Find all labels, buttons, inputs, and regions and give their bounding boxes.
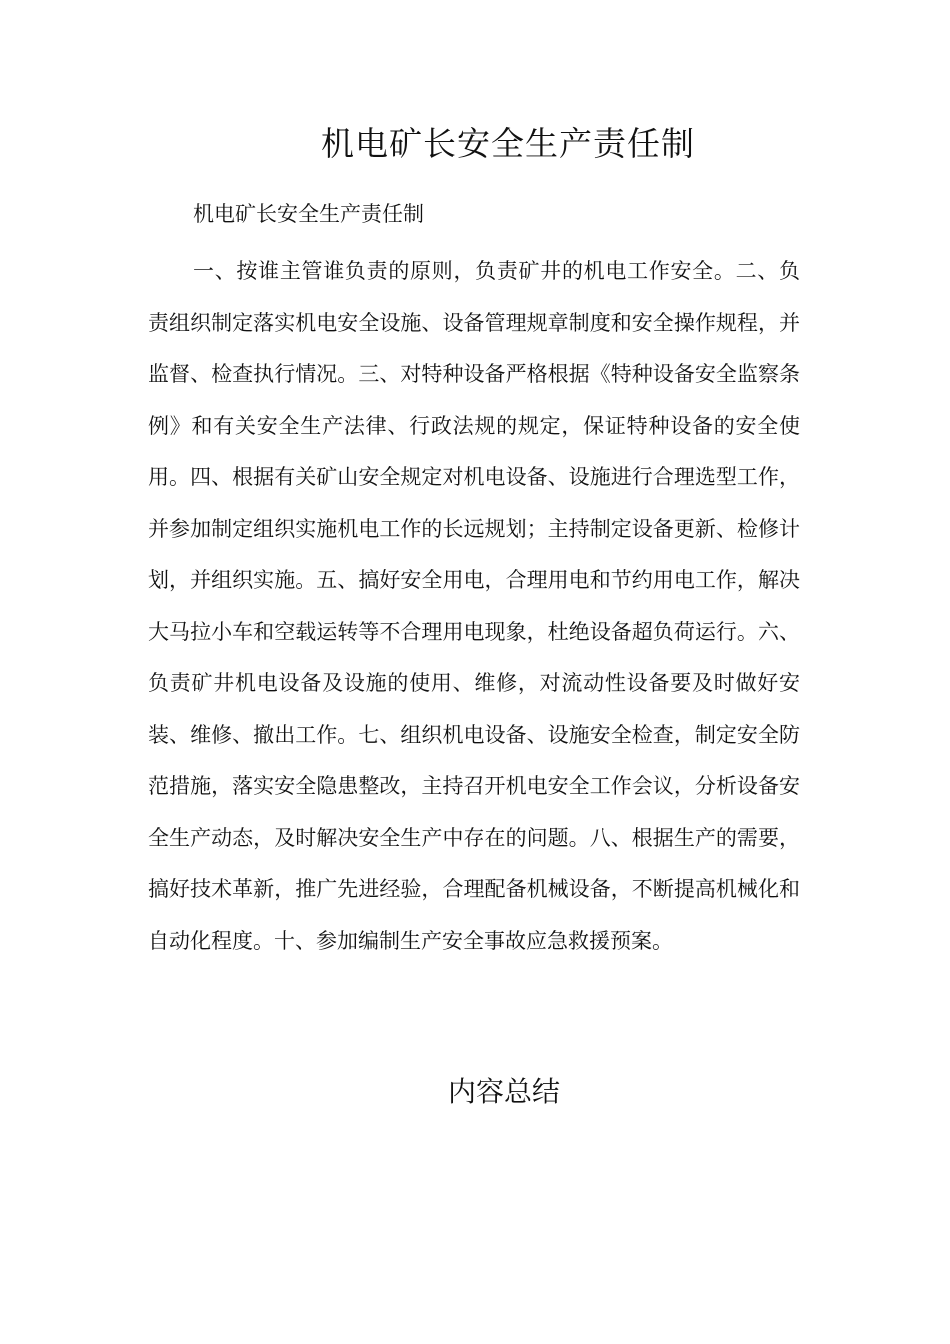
document-subtitle: 机电矿长安全生产责任制	[193, 202, 424, 226]
document-body-paragraph: 一、按谁主管谁负责的原则，负责矿井的机电工作安全。二、负责组织制定落实机电安全设施、设备管理规章制度和安全操作规程，并监督、检查执行情况。三、对特种设备严格根据《特种设备安全监察条例》和有关安全生产法律、行政法规的规定，保证特种设备的安全使用。四、根据有关矿山安全规定对机电设备、设施进行合理选型工作，并参加制定组织实施机电工作的长远规划；主持制定设备更新、检修计划，并组织实施。五、搞好安全用电，合理用电和节约用电工作，解决大马拉小车和空载运转等不合理用电现象，杜绝设备超负荷运行。六、负责矿井机电设备及设施的使用、维修，对流动性设备要及时做好安装、维修、撤出工作。七、组织机电设备、设施安全检查，制定安全防范措施，落实安全隐患整改，主持召开机电安全工作会议，分析设备安全生产动态，及时解决安全生产中存在的问题。八、根据生产的需要，搞好技术革新，推广先进经验，合理配备机械设备，不断提高机械化和自动化程度。十、参加编制生产安全事故应急救援预案。	[148, 259, 800, 953]
document-title: 机电矿长安全生产责任制	[321, 124, 695, 163]
summary-heading: 内容总结	[447, 1075, 560, 1108]
